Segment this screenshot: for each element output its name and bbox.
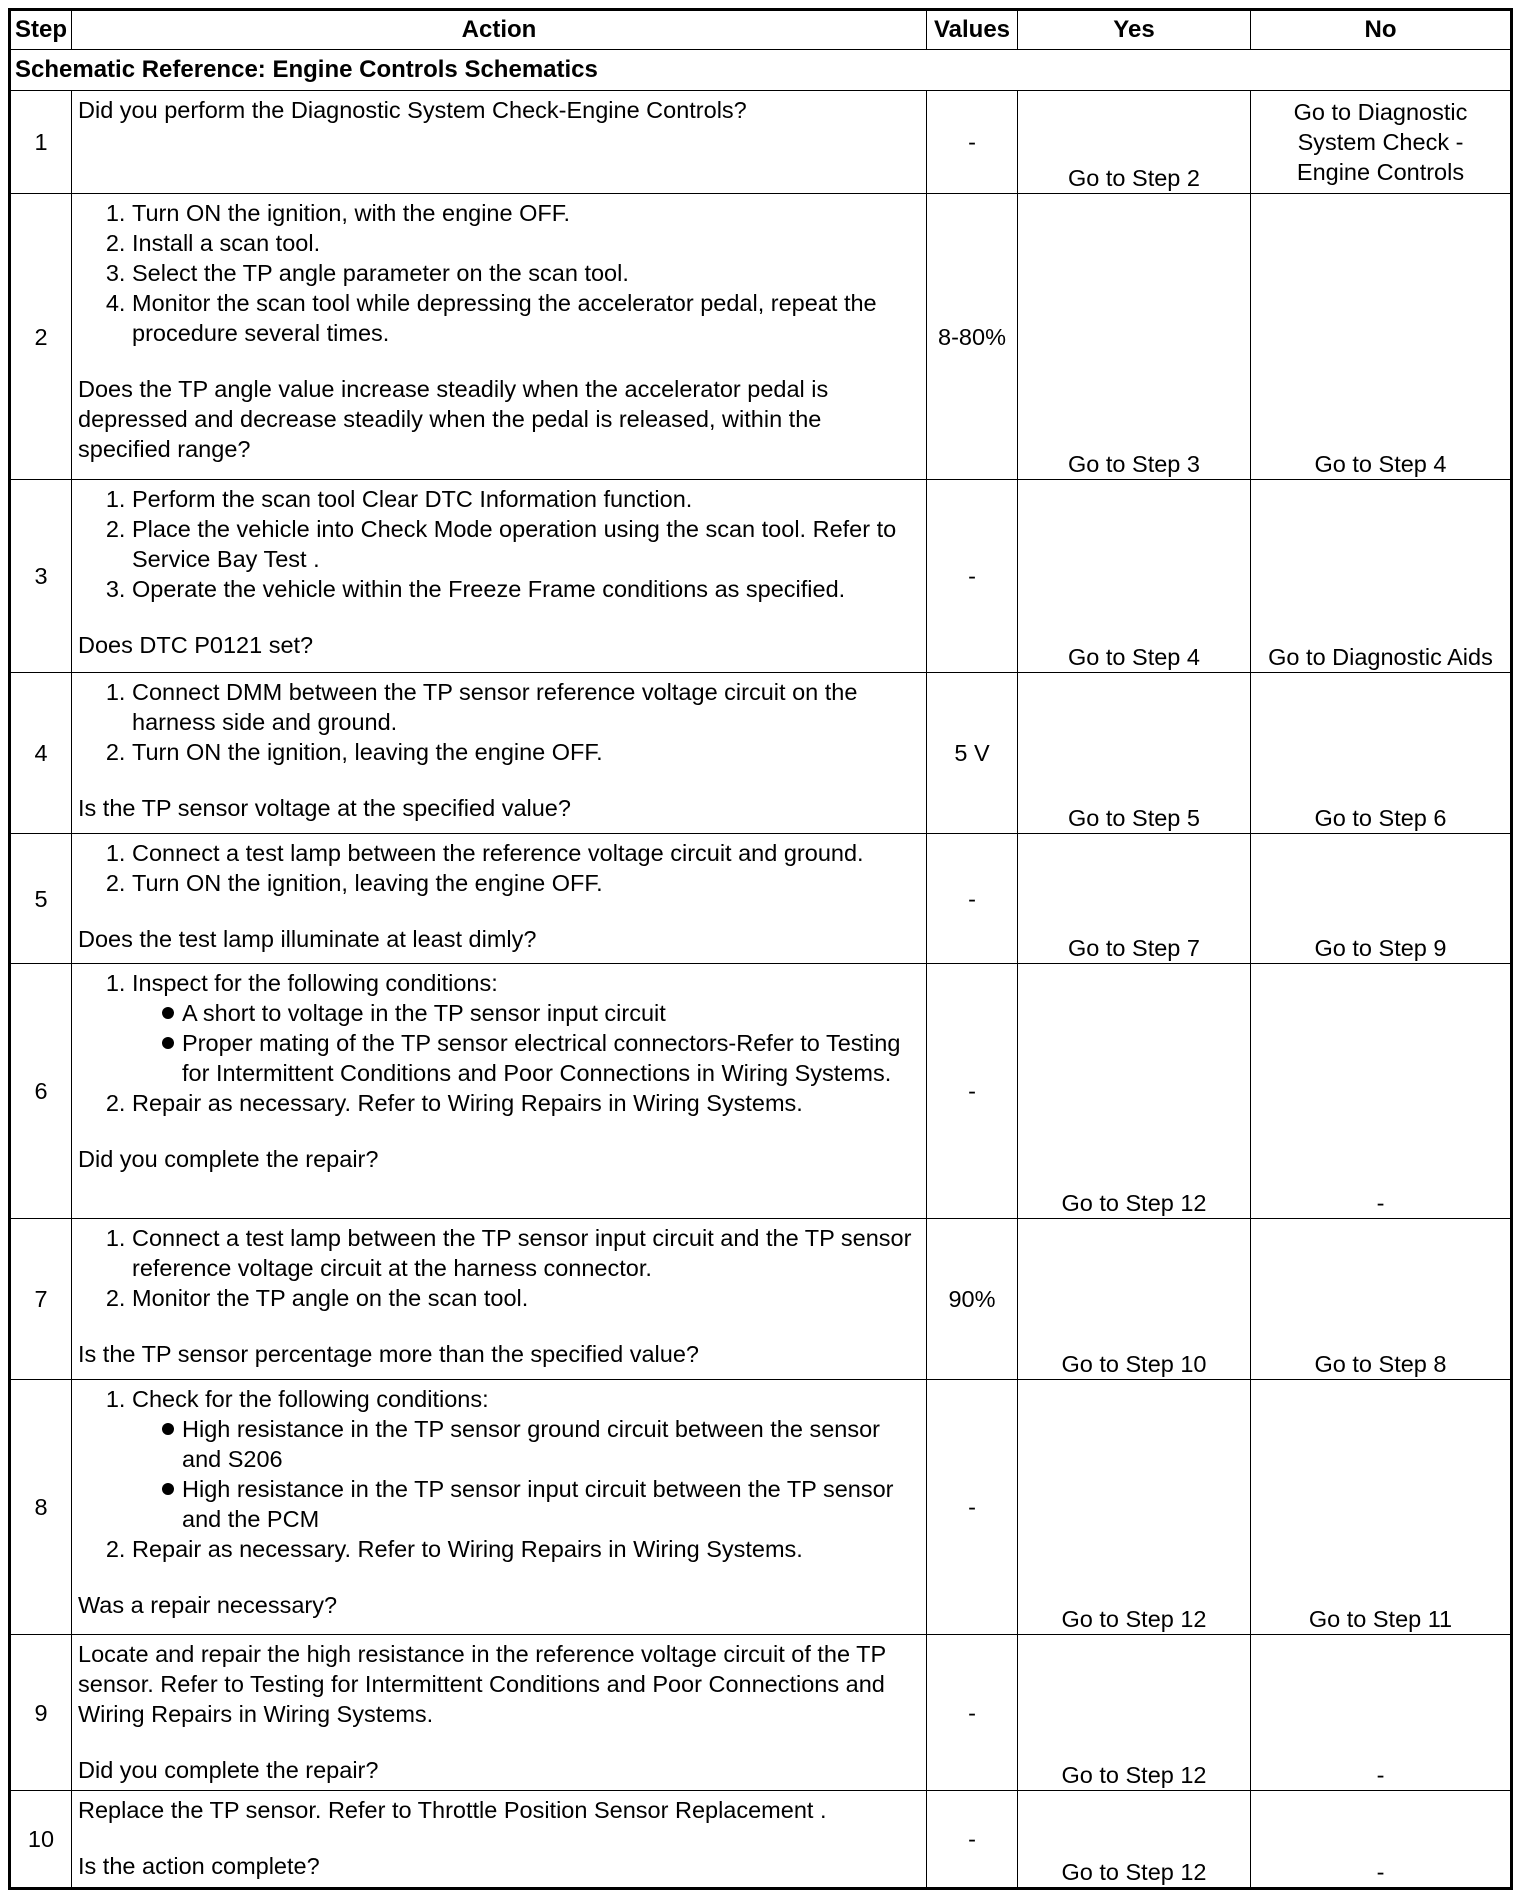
value-cell: 8-80%: [927, 194, 1018, 480]
no-cell: Go to Step 9: [1251, 834, 1512, 964]
yes-cell: Go to Step 5: [1018, 673, 1251, 834]
action-steps: [78, 838, 920, 898]
action-cell: [72, 964, 927, 1219]
yes-cell: Go to Step 3: [1018, 194, 1251, 480]
action-cell: [72, 1791, 927, 1889]
step-number: 6: [10, 964, 72, 1219]
step-number: 1: [10, 91, 72, 194]
no-line: System Check -: [1297, 129, 1464, 155]
table-row: [10, 480, 1512, 673]
no-cell: Go to Step 6: [1251, 673, 1512, 834]
header-values: Values: [927, 10, 1018, 50]
value-cell: -: [927, 480, 1018, 673]
header-no: No: [1251, 10, 1512, 50]
action-steps: [78, 968, 920, 1118]
condition-list: [132, 998, 920, 1088]
action-step: 2. Repair as necessary. Refer to Wiring Repairs in Wiring Systems.: [132, 1088, 920, 1118]
header-row: [10, 10, 1512, 50]
condition-item: A short to voltage in the TP sensor input circuit: [162, 998, 920, 1028]
condition-item: Proper mating of the TP sensor electrical connectors-Refer to Testing for Intermittent Conditions and Poor Connections in Wiring Systems.: [162, 1028, 920, 1088]
action-step-text: Check for the following conditions:: [132, 1386, 489, 1412]
table-row: [10, 964, 1512, 1219]
action-question: Is the TP sensor voltage at the specified value?: [78, 795, 571, 821]
no-cell: -: [1251, 1791, 1512, 1889]
value-cell: -: [927, 1791, 1018, 1889]
table-row: [10, 1219, 1512, 1380]
yes-cell: Go to Step 4: [1018, 480, 1251, 673]
yes-cell: Go to Step 12: [1018, 964, 1251, 1219]
action-step: 2. Repair as necessary. Refer to Wiring Repairs in Wiring Systems.: [132, 1534, 920, 1564]
condition-item: High resistance in the TP sensor ground circuit between the sensor and S206: [162, 1414, 920, 1474]
action-steps: [78, 1223, 920, 1313]
yes-cell: Go to Step 12: [1018, 1635, 1251, 1791]
action-cell: [72, 673, 927, 834]
step-number: 10: [10, 1791, 72, 1889]
step-number: 4: [10, 673, 72, 834]
yes-cell: Go to Step 10: [1018, 1219, 1251, 1380]
action-question: Is the TP sensor percentage more than the specified value?: [78, 1341, 699, 1367]
value-cell: -: [927, 1635, 1018, 1791]
table-row: [10, 1791, 1512, 1889]
step-number: 5: [10, 834, 72, 964]
table-row: [10, 91, 1512, 194]
condition-list: [132, 1414, 920, 1534]
action-cell: [72, 1219, 927, 1380]
action-step: 2. Monitor the TP angle on the scan tool.: [132, 1283, 920, 1313]
action-step: 1. Connect a test lamp between the TP sensor input circuit and the TP sensor reference voltage circuit at the harness connector.: [132, 1223, 920, 1283]
no-cell: Go to Step 8: [1251, 1219, 1512, 1380]
action-step: 2. Turn ON the ignition, leaving the engine OFF.: [132, 868, 920, 898]
schematic-reference: Schematic Reference: Engine Controls Schematics: [10, 50, 1512, 91]
action-question: Does the test lamp illuminate at least dimly?: [78, 926, 537, 952]
value-cell: 5 V: [927, 673, 1018, 834]
value-cell: 90%: [927, 1219, 1018, 1380]
yes-cell: Go to Step 12: [1018, 1791, 1251, 1889]
action-step: 2. Turn ON the ignition, leaving the engine OFF.: [132, 737, 920, 767]
action-paragraph: Locate and repair the high resistance in the reference voltage circuit of the TP sensor. Refer to Testing for Intermittent Conditions and Poor Connections and Wiring Repairs in Wiring Systems.: [78, 1641, 886, 1727]
action-cell: [72, 91, 927, 194]
action-question: Does the TP angle value increase steadily when the accelerator pedal is depressed and decrease steadily when the pedal is released, within the specified range?: [78, 376, 829, 462]
action-step: 2. Place the vehicle into Check Mode operation using the scan tool. Refer to Service Bay Test .: [132, 514, 920, 574]
action-steps: [78, 484, 920, 604]
action-steps: [78, 1384, 920, 1564]
table-row: [10, 1380, 1512, 1635]
action-cell: [72, 834, 927, 964]
no-cell: Go to Diagnostic Aids: [1251, 480, 1512, 673]
action-step: 2. Install a scan tool.: [132, 228, 920, 258]
step-number: 8: [10, 1380, 72, 1635]
schematic-reference-row: [10, 50, 1512, 91]
action-step: 1. Connect a test lamp between the reference voltage circuit and ground.: [132, 838, 920, 868]
condition-item: High resistance in the TP sensor input circuit between the TP sensor and the PCM: [162, 1474, 920, 1534]
action-step-text: Inspect for the following conditions:: [132, 970, 498, 996]
step-number: 2: [10, 194, 72, 480]
no-line: Engine Controls: [1296, 159, 1465, 185]
action-question: Was a repair necessary?: [78, 1592, 338, 1618]
step-number: 7: [10, 1219, 72, 1380]
step-number: 3: [10, 480, 72, 673]
action-cell: [72, 194, 927, 480]
no-cell: Go to Step 11: [1251, 1380, 1512, 1635]
yes-cell: Go to Step 12: [1018, 1380, 1251, 1635]
action-paragraph: Did you perform the Diagnostic System Check-Engine Controls?: [78, 97, 747, 123]
value-cell: -: [927, 964, 1018, 1219]
action-step: 4. Monitor the scan tool while depressing the accelerator pedal, repeat the procedure several times.: [132, 288, 920, 348]
action-step: [132, 968, 920, 1088]
yes-cell: Go to Step 7: [1018, 834, 1251, 964]
yes-cell: Go to Step 2: [1018, 91, 1251, 194]
action-step: 1. Turn ON the ignition, with the engine OFF.: [132, 198, 920, 228]
table-row: [10, 1635, 1512, 1791]
header-step: Step: [10, 10, 72, 50]
action-question: Is the action complete?: [78, 1853, 320, 1879]
action-step: 3. Select the TP angle parameter on the scan tool.: [132, 258, 920, 288]
action-question: Does DTC P0121 set?: [78, 632, 314, 658]
table-row: [10, 673, 1512, 834]
value-cell: -: [927, 1380, 1018, 1635]
header-yes: Yes: [1018, 10, 1251, 50]
action-cell: [72, 1380, 927, 1635]
no-line: Go to Diagnostic: [1293, 99, 1468, 125]
action-step: 1. Perform the scan tool Clear DTC Information function.: [132, 484, 920, 514]
value-cell: -: [927, 91, 1018, 194]
action-step: 1. Connect DMM between the TP sensor reference voltage circuit on the harness side and ground.: [132, 677, 920, 737]
table-row: [10, 194, 1512, 480]
header-action: Action: [72, 10, 927, 50]
action-step: [132, 1384, 920, 1534]
step-number: 9: [10, 1635, 72, 1791]
action-step: 3. Operate the vehicle within the Freeze Frame conditions as specified.: [132, 574, 920, 604]
no-cell: -: [1251, 964, 1512, 1219]
no-cell: Go to Step 4: [1251, 194, 1512, 480]
action-steps: [78, 198, 920, 348]
diagnostic-table: [8, 8, 1513, 1890]
action-cell: [72, 480, 927, 673]
action-paragraph: Replace the TP sensor. Refer to Throttle Position Sensor Replacement .: [78, 1797, 827, 1823]
action-question: Did you complete the repair?: [78, 1146, 379, 1172]
action-steps: [78, 677, 920, 767]
action-question: Did you complete the repair?: [78, 1757, 379, 1783]
no-cell: [1251, 91, 1512, 194]
action-cell: [72, 1635, 927, 1791]
table-row: [10, 834, 1512, 964]
value-cell: -: [927, 834, 1018, 964]
no-cell: -: [1251, 1635, 1512, 1791]
